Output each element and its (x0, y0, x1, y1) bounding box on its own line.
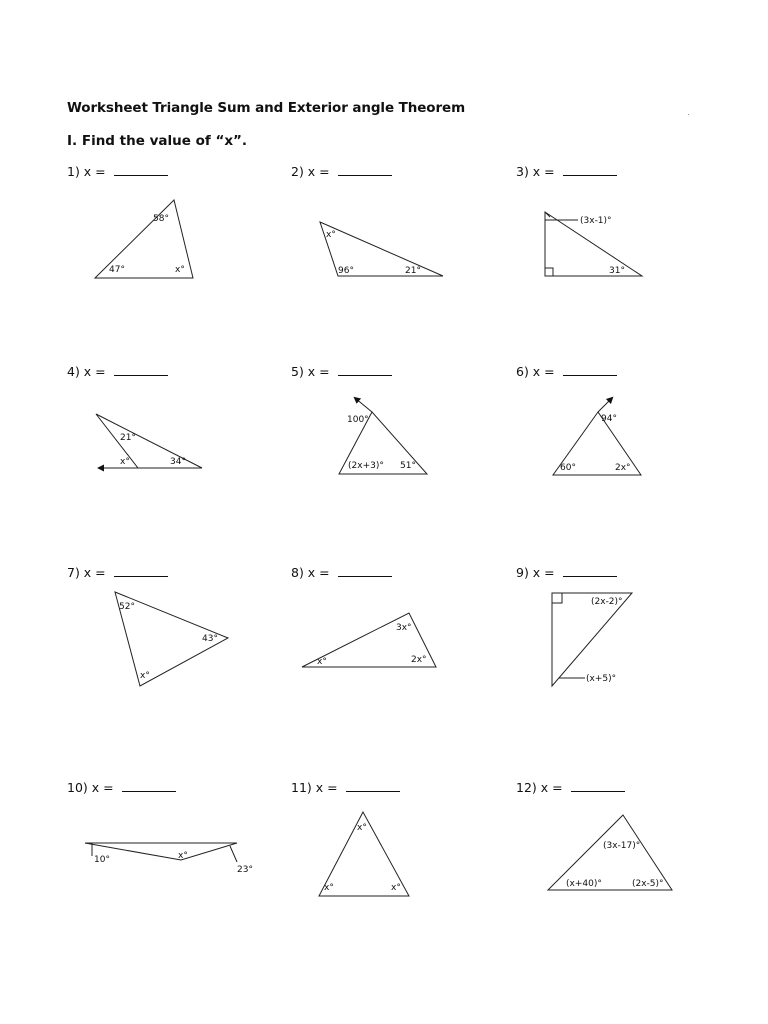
section-heading: I. Find the value of “x”. (67, 133, 248, 149)
triangle-9-right-angle (552, 593, 562, 603)
p7-angle-top: 52° (119, 602, 135, 612)
problem-10-label: 10) x = (67, 780, 118, 795)
p11-angle-right: x° (391, 883, 401, 893)
p3-exterior-angle: (3x-1)° (580, 216, 612, 226)
p6-exterior-angle: 94° (601, 414, 617, 424)
problem-6-label: 6) x = (516, 364, 559, 379)
triangle-4 (96, 414, 202, 468)
p7-angle-right: 43° (202, 634, 218, 644)
p5-angle-right: 51° (400, 461, 416, 471)
p2-angle-right: 21° (405, 266, 421, 276)
p11-angle-top: x° (357, 823, 367, 833)
p10-exterior-right: 23° (237, 865, 253, 875)
problem-5-label: 5) x = (291, 364, 334, 379)
problem-12-label: 12) x = (516, 780, 567, 795)
p5-angle-left: (2x+3)° (348, 461, 384, 471)
triangle-6-exterior-ray (598, 398, 612, 412)
worksheet-title: Worksheet Triangle Sum and Exterior angle Theorem (67, 100, 466, 116)
problem-4-label: 4) x = (67, 364, 110, 379)
p12-angle-top: (3x-17)° (603, 841, 641, 851)
p12-angle-left: (x+40)° (566, 879, 602, 889)
p11-angle-left: x° (324, 883, 334, 893)
p9-angle-top: (2x-2)° (591, 597, 623, 607)
p10-exterior-left: 10° (94, 855, 110, 865)
p1-angle-top: 58° (153, 214, 169, 224)
p3-angle-right: 31° (609, 266, 625, 276)
triangle-10-right-ray (230, 846, 237, 862)
p4-angle-top: 21° (120, 433, 136, 443)
p1-angle-left: 47° (109, 265, 125, 275)
p9-exterior-angle: (x+5)° (586, 674, 617, 684)
p6-angle-left: 60° (560, 463, 576, 473)
p10-angle-bottom: x° (178, 851, 188, 861)
p8-angle-right: 2x° (411, 655, 427, 665)
p8-angle-left: x° (317, 657, 327, 667)
p2-angle-top: x° (326, 230, 336, 240)
p8-angle-top: 3x° (396, 623, 412, 633)
problem-7-label: 7) x = (67, 565, 110, 580)
p1-angle-right: x° (175, 265, 185, 275)
problem-8-label: 8) x = (291, 565, 334, 580)
p6-angle-right: 2x° (615, 463, 631, 473)
triangle-3-right-angle (545, 268, 553, 276)
p12-angle-right: (2x-5)° (632, 879, 664, 889)
problem-2-label: 2) x = (291, 164, 334, 179)
p7-angle-bottom: x° (140, 671, 150, 681)
p2-angle-left: 96° (338, 266, 354, 276)
problem-9-label: 9) x = (516, 565, 559, 580)
p5-exterior-angle: 100° (347, 415, 369, 425)
p4-exterior-angle: x° (120, 457, 130, 467)
p4-angle-right: 34° (170, 457, 186, 467)
problem-3-label: 3) x = (516, 164, 559, 179)
triangle-5-exterior-ray (355, 398, 372, 412)
problem-1-label: 1) x = (67, 164, 110, 179)
problem-11-label: 11) x = (291, 780, 342, 795)
